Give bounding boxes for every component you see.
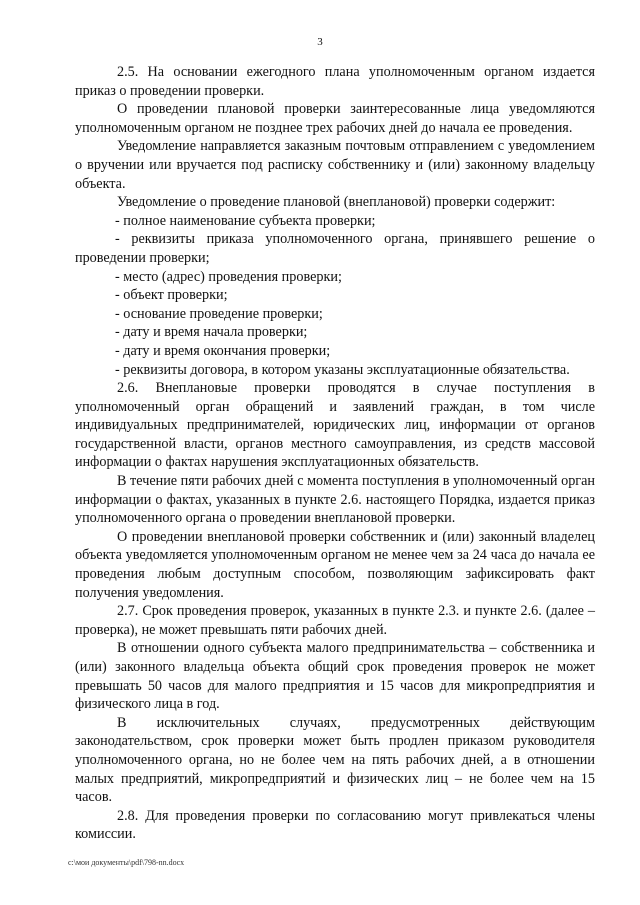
- paragraph-unplanned-order: В течение пяти рабочих дней с момента поступления в уполномоченный орган информации о фактах, указанных в пункте 2.6. настоящего Порядка, издается приказ уполномоченного органа о проведении внеплановой проверки.: [75, 473, 595, 527]
- paragraph-2-7: 2.7. Срок проведения проверок, указанных в пункте 2.3. и пункте 2.6. (далее – проверка), не может превышать пяти рабочих дней.: [75, 603, 595, 638]
- list-item: - дату и время начала проверки;: [115, 324, 308, 341]
- paragraph-planned-notice: О проведении плановой проверки заинтересованные лица уведомляются уполномоченным органом не позднее трех рабочих дней до начала ее проведения.: [75, 101, 595, 136]
- paragraph-2-6: 2.6. Внеплановые проверки проводятся в случае поступления в уполномоченный орган обращений и заявлений граждан, в том числе индивидуальных предпринимателей, юридических лиц, информации от органов государственной власти, органов местного самоуправления, из средств массовой информации о фактах нарушения эксплуатационных обязательств.: [75, 380, 595, 471]
- list-item: - основание проведение проверки;: [115, 305, 323, 322]
- paragraph-extension: В исключительных случаях, предусмотренных действующим законодательством, срок проверки может быть продлен приказом руководителя уполномоченного органа, но не более чем на пять рабочих дней, а в отношении малых предприятий, микропредприятий и физических лиц – не более чем на 15 часов.: [75, 714, 595, 806]
- list-item: - объект проверки;: [115, 287, 228, 304]
- paragraph-2-5: 2.5. На основании ежегодного плана уполномоченным органом издается приказ о проведении проверки.: [75, 64, 595, 99]
- paragraph-notice-contents: Уведомление о проведение плановой (внеплановой) проверки содержит:: [117, 194, 556, 211]
- paragraph-2-8: 2.8. Для проведения проверки по согласованию могут привлекаться члены комиссии.: [75, 807, 595, 843]
- list-item: - место (адрес) проведения проверки;: [115, 268, 342, 285]
- list-item: - дату и время окончания проверки;: [115, 342, 331, 359]
- paragraph-notice-delivery: Уведомление направляется заказным почтовым отправлением с уведомлением о вручении или вручается под расписку собственнику и (или) законному владельцу объекта.: [75, 138, 595, 192]
- document-body: [75, 63, 595, 844]
- list-item: - реквизиты договора, в котором указаны эксплуатационные обязательства.: [115, 361, 570, 378]
- list-item: - полное наименование субъекта проверки;: [115, 212, 376, 229]
- paragraph-unplanned-notice: О проведении внеплановой проверки собственник и (или) законный владелец объекта уведомляется уполномоченным органом не менее чем за 24 часа до начала ее проведения любым доступным способом, позволяющим зафиксировать факт получения уведомления.: [75, 528, 595, 601]
- page-number: 3: [317, 36, 323, 48]
- list-item: - реквизиты приказа уполномоченного органа, принявшего решение о проведении проверки;: [75, 231, 595, 266]
- paragraph-small-business-limit: В отношении одного субъекта малого предпринимательства – собственника и (или) законного владельца объекта общий срок проведения проверок не может превышать 50 часов для малого предприятия и 15 часов для микропредприятия и физического лица в год.: [75, 640, 595, 713]
- file-path-footer: c:\мои документы\pdf\798-nn.docx: [68, 858, 185, 867]
